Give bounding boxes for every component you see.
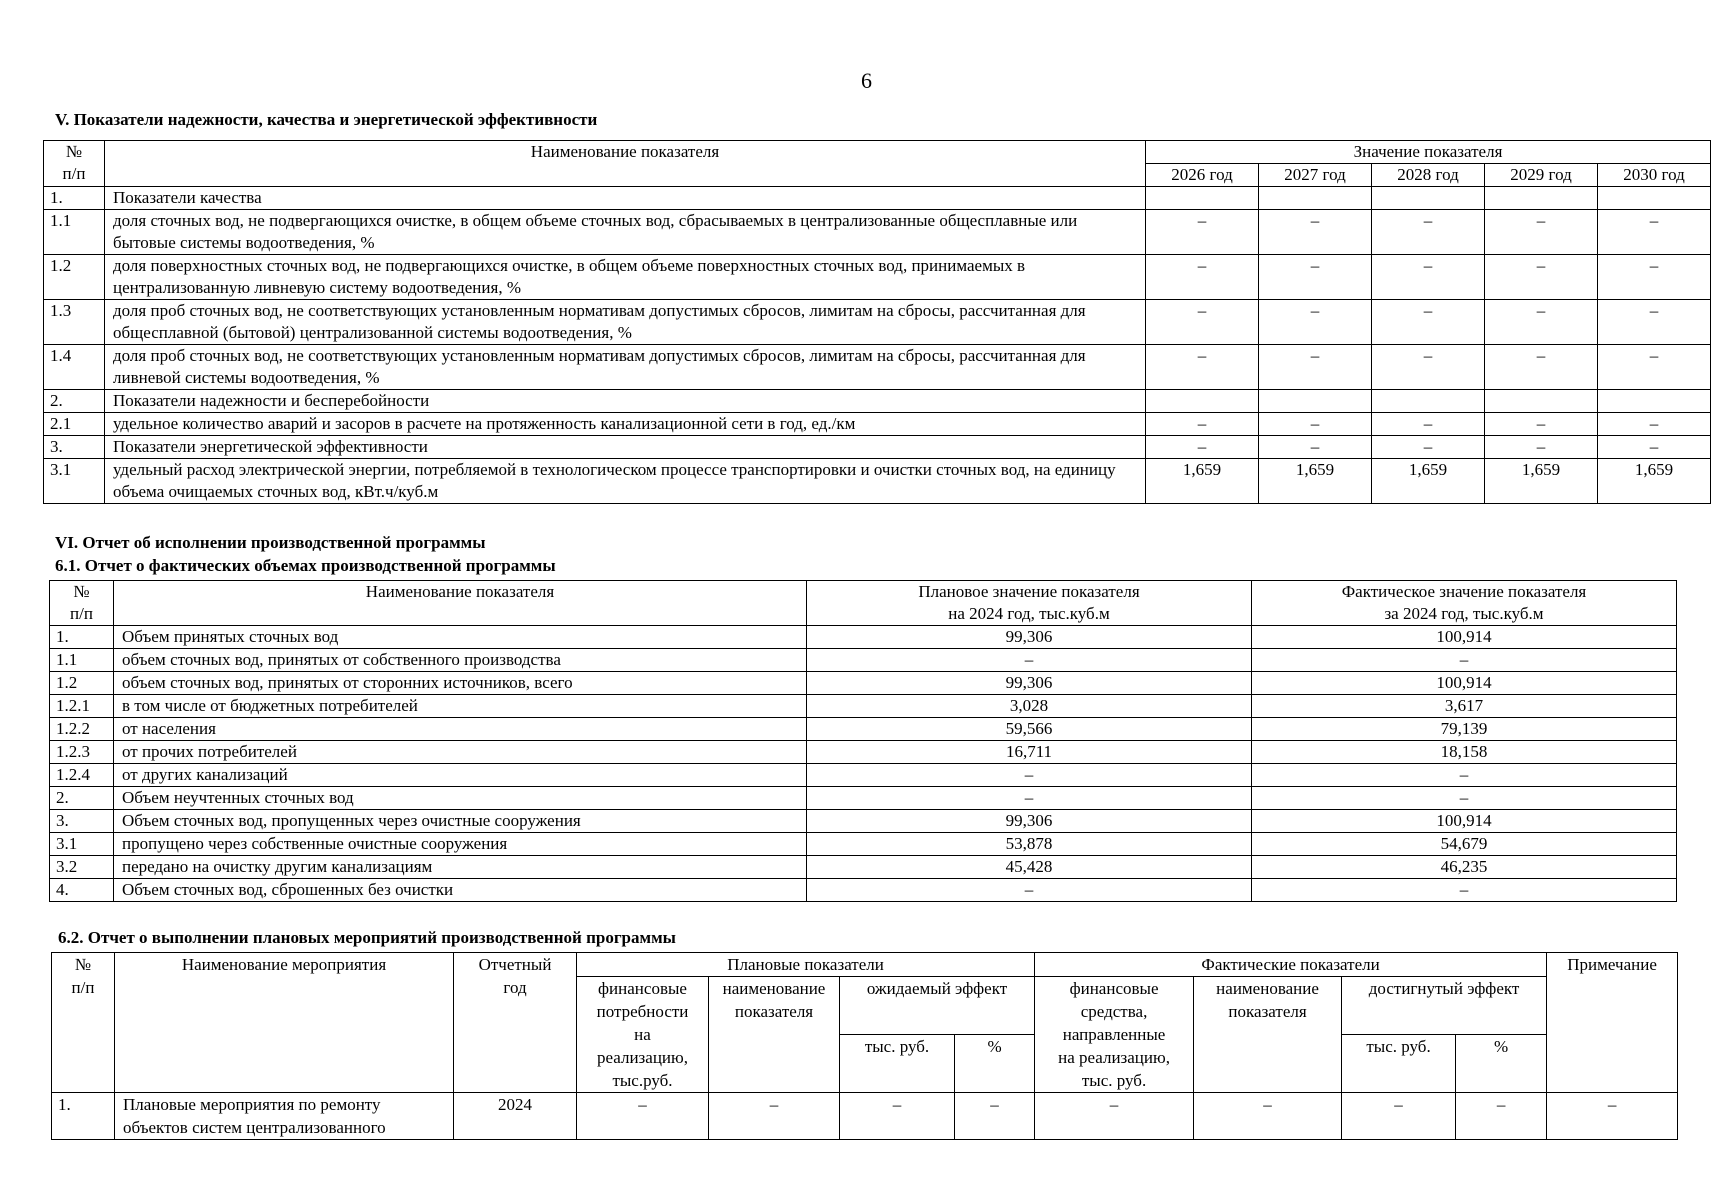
row-plan-value: 3,028 [807, 695, 1252, 718]
row-value: – [1485, 300, 1598, 345]
row-value: – [709, 1093, 840, 1140]
row-number: 1. [50, 626, 114, 649]
table-row [44, 459, 1711, 504]
row-fact-value: 3,617 [1252, 695, 1677, 718]
row-value: – [1259, 300, 1372, 345]
table-row [44, 210, 1711, 255]
row-value [1259, 187, 1372, 210]
row-number: 1.1 [44, 210, 105, 255]
row-value: – [1259, 345, 1372, 390]
row-number: 2.1 [44, 413, 105, 436]
row-year: 2024 [454, 1093, 577, 1140]
row-value: – [1146, 255, 1259, 300]
row-name: от прочих потребителей [114, 741, 807, 764]
row-fact-value: 18,158 [1252, 741, 1677, 764]
header-plan-effect: ожидаемый эффект [840, 977, 1035, 1035]
row-value [1146, 187, 1259, 210]
row-plan-value: – [807, 764, 1252, 787]
row-name: пропущено через собственные очистные сооружения [114, 833, 807, 856]
row-number: 2. [44, 390, 105, 413]
row-number: 1. [44, 187, 105, 210]
row-number: 1.2.2 [50, 718, 114, 741]
section6-2-title: 6.2. Отчет о выполнении плановых мероприятий производственной программы [58, 928, 676, 947]
row-plan-value: 16,711 [807, 741, 1252, 764]
row-value: – [1259, 255, 1372, 300]
section5-title: V. Показатели надежности, качества и энергетической эффективности [55, 110, 598, 129]
table-row [44, 255, 1711, 300]
row-name: в том числе от бюджетных потребителей [114, 695, 807, 718]
row-value: 1,659 [1485, 459, 1598, 504]
header-percent: % [955, 1035, 1035, 1093]
row-name: от населения [114, 718, 807, 741]
row-value: 1,659 [1146, 459, 1259, 504]
row-name: Объем принятых сточных вод [114, 626, 807, 649]
row-name: Показатели качества [105, 187, 1146, 210]
row-value: – [1598, 300, 1711, 345]
row-name: передано на очистку другим канализациям [114, 856, 807, 879]
row-value [1598, 187, 1711, 210]
header-year: 2028 год [1372, 164, 1485, 187]
row-name: Плановые мероприятия по ремонту объектов систем централизованного [115, 1093, 454, 1140]
table-row [50, 626, 1677, 649]
header-note: Примечание [1547, 953, 1678, 1093]
row-name: доля сточных вод, не подвергающихся очистке, в общем объеме сточных вод, сбрасываемых в централизованные общесплавные или бытовые системы водоотведения, % [105, 210, 1146, 255]
header-fact: Фактическое значение показателя за 2024 год, тыс.куб.м [1252, 581, 1677, 626]
header-thous-rub: тыс. руб. [1342, 1035, 1456, 1093]
row-value: – [1456, 1093, 1547, 1140]
section5-table [43, 140, 1711, 504]
row-value [1485, 390, 1598, 413]
table-row [50, 879, 1677, 902]
row-fact-value: – [1252, 764, 1677, 787]
header-fact-indicator: наименование показателя [1194, 977, 1342, 1093]
header-percent: % [1456, 1035, 1547, 1093]
row-fact-value: 100,914 [1252, 810, 1677, 833]
row-value: – [840, 1093, 955, 1140]
row-value: – [577, 1093, 709, 1140]
row-value: – [1598, 413, 1711, 436]
row-value: 1,659 [1259, 459, 1372, 504]
table-row [50, 833, 1677, 856]
row-number: 1. [52, 1093, 115, 1140]
row-name: доля поверхностных сточных вод, не подвергающихся очистке, в общем объеме поверхностных сточных вод, принимаемых в централизованную ливневую систему водоотведения, % [105, 255, 1146, 300]
row-number: 3.2 [50, 856, 114, 879]
row-plan-value: – [807, 879, 1252, 902]
row-number: 1.2 [50, 672, 114, 695]
row-number: 3. [50, 810, 114, 833]
header-year: Отчетный год [454, 953, 577, 1093]
row-plan-value: – [807, 787, 1252, 810]
row-fact-value: 46,235 [1252, 856, 1677, 879]
section6-1-table [49, 580, 1677, 902]
page-number: 6 [861, 68, 872, 93]
row-value: – [1547, 1093, 1678, 1140]
row-value: – [1259, 436, 1372, 459]
row-name: удельный расход электрической энергии, потребляемой в технологическом процессе транспортировки и очистки сточных вод, на единицу объема очищаемых сточных вод, кВт.ч/куб.м [105, 459, 1146, 504]
table-row [44, 413, 1711, 436]
header-plan-group: Плановые показатели [577, 953, 1035, 977]
row-value: – [1342, 1093, 1456, 1140]
header-plan-fin: финансовые потребности на реализацию, тыс.руб. [577, 977, 709, 1093]
section6-1-title: 6.1. Отчет о фактических объемах производственной программы [55, 556, 556, 575]
row-fact-value: – [1252, 787, 1677, 810]
header-num: № п/п [50, 581, 114, 626]
row-number: 1.2 [44, 255, 105, 300]
row-value: – [1485, 255, 1598, 300]
row-value: – [1598, 210, 1711, 255]
row-number: 1.3 [44, 300, 105, 345]
row-number: 4. [50, 879, 114, 902]
header-year: 2029 год [1485, 164, 1598, 187]
row-value: – [1372, 300, 1485, 345]
row-name: объем сточных вод, принятых от собственного производства [114, 649, 807, 672]
row-plan-value: 53,878 [807, 833, 1252, 856]
row-value: – [1146, 436, 1259, 459]
row-name: от других канализаций [114, 764, 807, 787]
row-value: – [1372, 436, 1485, 459]
table-row [44, 187, 1711, 210]
row-value: – [955, 1093, 1035, 1140]
row-plan-value: 59,566 [807, 718, 1252, 741]
header-year: 2027 год [1259, 164, 1372, 187]
row-fact-value: 79,139 [1252, 718, 1677, 741]
row-value: – [1194, 1093, 1342, 1140]
row-value [1485, 187, 1598, 210]
row-name: Показатели энергетической эффективности [105, 436, 1146, 459]
row-value: – [1485, 345, 1598, 390]
row-value: – [1372, 255, 1485, 300]
row-fact-value: 54,679 [1252, 833, 1677, 856]
row-value [1372, 390, 1485, 413]
row-fact-value: 100,914 [1252, 672, 1677, 695]
header-value: Значение показателя [1146, 141, 1711, 164]
table-row [50, 787, 1677, 810]
table-row [50, 649, 1677, 672]
row-name: Объем сточных вод, пропущенных через очистные сооружения [114, 810, 807, 833]
row-value: – [1372, 413, 1485, 436]
row-value: – [1598, 345, 1711, 390]
header-thous-rub: тыс. руб. [840, 1035, 955, 1093]
row-value: – [1146, 345, 1259, 390]
row-name: Показатели надежности и бесперебойности [105, 390, 1146, 413]
table-row [50, 810, 1677, 833]
row-plan-value: 99,306 [807, 672, 1252, 695]
row-value [1598, 390, 1711, 413]
table-row [44, 436, 1711, 459]
table-row [50, 718, 1677, 741]
row-name: доля проб сточных вод, не соответствующих установленным нормативам допустимых сбросов, лимитам на сбросы, рассчитанная для ливневой системы водоотведения, % [105, 345, 1146, 390]
table-row [44, 300, 1711, 345]
row-number: 3. [44, 436, 105, 459]
row-value [1259, 390, 1372, 413]
table-row [50, 672, 1677, 695]
row-number: 1.1 [50, 649, 114, 672]
row-number: 3.1 [50, 833, 114, 856]
row-plan-value: 45,428 [807, 856, 1252, 879]
section6-title: VI. Отчет об исполнении производственной программы [55, 533, 486, 552]
section6-2-table [51, 952, 1678, 1140]
row-number: 1.2.3 [50, 741, 114, 764]
table-row [44, 345, 1711, 390]
row-plan-value: – [807, 649, 1252, 672]
row-plan-value: 99,306 [807, 626, 1252, 649]
row-number: 2. [50, 787, 114, 810]
row-value: – [1372, 345, 1485, 390]
row-value: – [1259, 210, 1372, 255]
row-value: – [1035, 1093, 1194, 1140]
header-year: 2030 год [1598, 164, 1711, 187]
row-value: – [1485, 436, 1598, 459]
table-row [50, 695, 1677, 718]
header-plan-indicator: наименование показателя [709, 977, 840, 1093]
header-fact-effect: достигнутый эффект [1342, 977, 1547, 1035]
row-value [1372, 187, 1485, 210]
table-row [50, 856, 1677, 879]
table-row [50, 741, 1677, 764]
row-number: 1.2.1 [50, 695, 114, 718]
row-name: Объем сточных вод, сброшенных без очистки [114, 879, 807, 902]
row-fact-value: – [1252, 649, 1677, 672]
table-row [44, 390, 1711, 413]
header-fact-group: Фактические показатели [1035, 953, 1547, 977]
row-name: Объем неучтенных сточных вод [114, 787, 807, 810]
row-value: – [1485, 413, 1598, 436]
row-number: 1.4 [44, 345, 105, 390]
header-name: Наименование показателя [105, 141, 1146, 187]
row-value: – [1372, 210, 1485, 255]
row-value: – [1146, 210, 1259, 255]
header-year: 2026 год [1146, 164, 1259, 187]
row-name: удельное количество аварий и засоров в расчете на протяженность канализационной сети в год, ед./км [105, 413, 1146, 436]
header-num: № п/п [52, 953, 115, 1093]
header-name: Наименование показателя [114, 581, 807, 626]
row-fact-value: – [1252, 879, 1677, 902]
row-value [1146, 390, 1259, 413]
row-value: – [1259, 413, 1372, 436]
header-fact-fin: финансовые средства, направленные на реализацию, тыс. руб. [1035, 977, 1194, 1093]
row-value: – [1485, 210, 1598, 255]
row-name: объем сточных вод, принятых от сторонних источников, всего [114, 672, 807, 695]
header-plan: Плановое значение показателя на 2024 год, тыс.куб.м [807, 581, 1252, 626]
row-number: 1.2.4 [50, 764, 114, 787]
row-value: 1,659 [1598, 459, 1711, 504]
header-name: Наименование мероприятия [115, 953, 454, 1093]
table-row [52, 1093, 1678, 1140]
row-fact-value: 100,914 [1252, 626, 1677, 649]
row-plan-value: 99,306 [807, 810, 1252, 833]
table-row [50, 764, 1677, 787]
row-value: – [1146, 300, 1259, 345]
row-value: – [1598, 436, 1711, 459]
row-value: 1,659 [1372, 459, 1485, 504]
row-value: – [1146, 413, 1259, 436]
row-name: доля проб сточных вод, не соответствующих установленным нормативам допустимых сбросов, лимитам на сбросы, рассчитанная для общесплавной (бытовой) централизованной системы водоотведения, % [105, 300, 1146, 345]
row-value: – [1598, 255, 1711, 300]
header-num: № п/п [44, 141, 105, 187]
row-number: 3.1 [44, 459, 105, 504]
